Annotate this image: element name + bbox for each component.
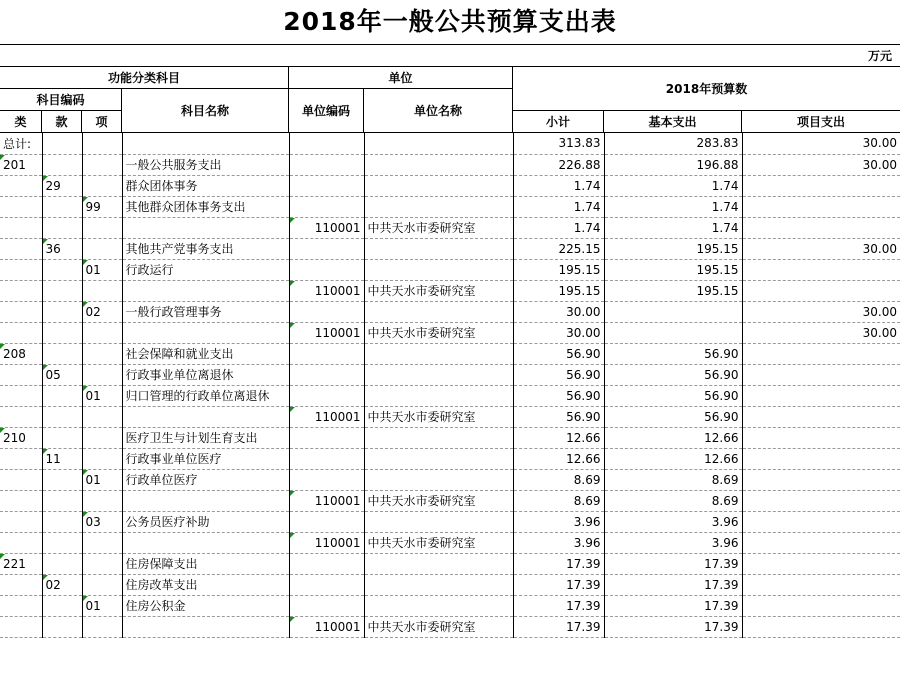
cell-lei[interactable] bbox=[0, 511, 42, 532]
cell-xiang[interactable]: 01 bbox=[82, 385, 122, 406]
cell-subtotal[interactable]: 56.90 bbox=[513, 406, 604, 427]
cell-kuan[interactable] bbox=[42, 427, 82, 448]
cell-subtotal[interactable]: 3.96 bbox=[513, 532, 604, 553]
cell-project[interactable] bbox=[742, 490, 900, 511]
cell-unit-name[interactable]: 中共天水市委研究室 bbox=[364, 322, 513, 343]
cell-project[interactable]: 30.00 bbox=[742, 301, 900, 322]
cell-basic[interactable]: 17.39 bbox=[604, 553, 742, 574]
cell-lei[interactable] bbox=[0, 595, 42, 616]
cell-subject-name[interactable] bbox=[122, 322, 289, 343]
cell-project[interactable] bbox=[742, 595, 900, 616]
cell-unit-name[interactable] bbox=[364, 175, 513, 196]
cell-lei[interactable] bbox=[0, 490, 42, 511]
cell-kuan[interactable] bbox=[42, 133, 82, 154]
cell-lei[interactable] bbox=[0, 280, 42, 301]
cell-project[interactable] bbox=[742, 280, 900, 301]
cell-subtotal[interactable]: 1.74 bbox=[513, 196, 604, 217]
table-row bbox=[0, 238, 900, 259]
cell-subtotal[interactable]: 313.83 bbox=[513, 133, 604, 154]
cell-unit-code[interactable] bbox=[289, 133, 364, 154]
cell-xiang[interactable] bbox=[82, 238, 122, 259]
cell-basic[interactable]: 1.74 bbox=[604, 175, 742, 196]
cell-xiang[interactable] bbox=[82, 490, 122, 511]
cell-subtotal[interactable]: 8.69 bbox=[513, 490, 604, 511]
header-subject-code: 科目编码 bbox=[0, 89, 122, 111]
table-body bbox=[0, 133, 900, 637]
cell-project[interactable] bbox=[742, 385, 900, 406]
cell-subject-name[interactable]: 住房公积金 bbox=[122, 595, 289, 616]
cell-project[interactable] bbox=[742, 511, 900, 532]
cell-subject-name[interactable]: 住房保障支出 bbox=[122, 553, 289, 574]
cell-subject-name[interactable]: 群众团体事务 bbox=[122, 175, 289, 196]
table-row bbox=[0, 280, 900, 301]
cell-unit-name[interactable] bbox=[364, 259, 513, 280]
cell-basic[interactable] bbox=[604, 301, 742, 322]
cell-xiang[interactable] bbox=[82, 574, 122, 595]
cell-subject-name[interactable]: 其他群众团体事务支出 bbox=[122, 196, 289, 217]
cell-unit-name[interactable] bbox=[364, 385, 513, 406]
cell-basic[interactable]: 12.66 bbox=[604, 427, 742, 448]
cell-project[interactable]: 30.00 bbox=[742, 238, 900, 259]
table-row bbox=[0, 448, 900, 469]
cell-lei[interactable]: 201 bbox=[0, 154, 42, 175]
cell-subject-name[interactable]: 一般公共服务支出 bbox=[122, 154, 289, 175]
table-row bbox=[0, 217, 900, 238]
cell-basic[interactable]: 17.39 bbox=[604, 595, 742, 616]
budget-table bbox=[0, 133, 900, 638]
cell-unit-name[interactable] bbox=[364, 238, 513, 259]
cell-lei[interactable] bbox=[0, 364, 42, 385]
header-unit-group: 单位 bbox=[289, 67, 513, 89]
cell-subject-name[interactable] bbox=[122, 490, 289, 511]
table-row bbox=[0, 133, 900, 154]
cell-subtotal[interactable]: 56.90 bbox=[513, 364, 604, 385]
cell-lei[interactable] bbox=[0, 574, 42, 595]
cell-unit-code[interactable] bbox=[289, 238, 364, 259]
header-basic: 基本支出 bbox=[604, 111, 742, 133]
cell-subtotal[interactable]: 17.39 bbox=[513, 595, 604, 616]
cell-basic[interactable]: 1.74 bbox=[604, 217, 742, 238]
cell-xiang[interactable] bbox=[82, 280, 122, 301]
cell-xiang[interactable]: 01 bbox=[82, 469, 122, 490]
cell-unit-name[interactable] bbox=[364, 595, 513, 616]
cell-basic[interactable]: 17.39 bbox=[604, 616, 742, 637]
cell-lei[interactable] bbox=[0, 616, 42, 637]
cell-subject-name[interactable]: 行政事业单位离退休 bbox=[122, 364, 289, 385]
cell-unit-code[interactable]: 110001 bbox=[289, 616, 364, 637]
cell-unit-code[interactable]: 110001 bbox=[289, 490, 364, 511]
cell-basic[interactable] bbox=[604, 322, 742, 343]
cell-xiang[interactable]: 02 bbox=[82, 301, 122, 322]
cell-basic[interactable]: 56.90 bbox=[604, 385, 742, 406]
cell-lei[interactable] bbox=[0, 259, 42, 280]
cell-xiang[interactable] bbox=[82, 406, 122, 427]
cell-unit-code[interactable] bbox=[289, 448, 364, 469]
unit-label: 万元 bbox=[867, 49, 892, 63]
header-xiang: 项 bbox=[82, 111, 122, 133]
page-title: 2018年一般公共预算支出表 bbox=[0, 0, 900, 45]
cell-basic[interactable]: 1.74 bbox=[604, 196, 742, 217]
cell-basic[interactable]: 195.15 bbox=[604, 238, 742, 259]
cell-kuan[interactable]: 29 bbox=[42, 175, 82, 196]
cell-xiang[interactable]: 01 bbox=[82, 595, 122, 616]
cell-unit-name[interactable] bbox=[364, 196, 513, 217]
table-row bbox=[0, 490, 900, 511]
cell-unit-code[interactable] bbox=[289, 301, 364, 322]
cell-unit-code[interactable]: 110001 bbox=[289, 217, 364, 238]
cell-project[interactable]: 30.00 bbox=[742, 322, 900, 343]
cell-unit-code[interactable] bbox=[289, 154, 364, 175]
cell-subject-name[interactable] bbox=[122, 217, 289, 238]
cell-subject-name[interactable]: 住房改革支出 bbox=[122, 574, 289, 595]
cell-subtotal[interactable]: 1.74 bbox=[513, 217, 604, 238]
cell-subject-name[interactable] bbox=[122, 532, 289, 553]
cell-subtotal[interactable]: 225.15 bbox=[513, 238, 604, 259]
table-row bbox=[0, 595, 900, 616]
table-row bbox=[0, 196, 900, 217]
header-kuan: 款 bbox=[42, 111, 82, 133]
cell-unit-name[interactable]: 中共天水市委研究室 bbox=[364, 280, 513, 301]
cell-lei[interactable] bbox=[0, 196, 42, 217]
cell-subject-name[interactable]: 行政事业单位医疗 bbox=[122, 448, 289, 469]
cell-unit-name[interactable] bbox=[364, 154, 513, 175]
cell-unit-code[interactable] bbox=[289, 259, 364, 280]
cell-unit-code[interactable] bbox=[289, 469, 364, 490]
cell-subject-name[interactable] bbox=[122, 133, 289, 154]
cell-basic[interactable]: 283.83 bbox=[604, 133, 742, 154]
cell-unit-name[interactable]: 中共天水市委研究室 bbox=[364, 616, 513, 637]
cell-subtotal[interactable]: 226.88 bbox=[513, 154, 604, 175]
cell-xiang[interactable] bbox=[82, 364, 122, 385]
table-row bbox=[0, 343, 900, 364]
cell-subtotal[interactable]: 56.90 bbox=[513, 343, 604, 364]
table-row bbox=[0, 616, 900, 637]
header-budget-group: 2018年预算数 bbox=[513, 67, 900, 111]
cell-xiang[interactable] bbox=[82, 427, 122, 448]
cell-lei[interactable] bbox=[0, 532, 42, 553]
cell-project[interactable]: 30.00 bbox=[742, 133, 900, 154]
cell-lei[interactable] bbox=[0, 322, 42, 343]
cell-basic[interactable]: 8.69 bbox=[604, 490, 742, 511]
cell-unit-code[interactable]: 110001 bbox=[289, 280, 364, 301]
cell-kuan[interactable] bbox=[42, 154, 82, 175]
cell-project[interactable] bbox=[742, 364, 900, 385]
cell-subject-name[interactable]: 其他共产党事务支出 bbox=[122, 238, 289, 259]
table-row bbox=[0, 574, 900, 595]
cell-subtotal[interactable]: 30.00 bbox=[513, 322, 604, 343]
cell-subtotal[interactable]: 195.15 bbox=[513, 259, 604, 280]
cell-unit-code[interactable] bbox=[289, 175, 364, 196]
cell-kuan[interactable] bbox=[42, 196, 82, 217]
cell-kuan[interactable]: 11 bbox=[42, 448, 82, 469]
cell-kuan[interactable] bbox=[42, 511, 82, 532]
cell-xiang[interactable]: 03 bbox=[82, 511, 122, 532]
cell-subject-name[interactable]: 行政运行 bbox=[122, 259, 289, 280]
table-row bbox=[0, 322, 900, 343]
cell-project[interactable] bbox=[742, 406, 900, 427]
cell-xiang[interactable] bbox=[82, 154, 122, 175]
table-row bbox=[0, 259, 900, 280]
cell-subtotal[interactable]: 17.39 bbox=[513, 574, 604, 595]
table-row bbox=[0, 532, 900, 553]
cell-unit-code[interactable] bbox=[289, 385, 364, 406]
cell-xiang[interactable] bbox=[82, 133, 122, 154]
cell-xiang[interactable] bbox=[82, 532, 122, 553]
cell-unit-name[interactable] bbox=[364, 469, 513, 490]
cell-project[interactable] bbox=[742, 448, 900, 469]
cell-unit-code[interactable]: 110001 bbox=[289, 532, 364, 553]
cell-kuan[interactable] bbox=[42, 469, 82, 490]
cell-unit-name[interactable] bbox=[364, 343, 513, 364]
cell-project[interactable] bbox=[742, 469, 900, 490]
cell-lei[interactable] bbox=[0, 217, 42, 238]
cell-subtotal[interactable]: 12.66 bbox=[513, 427, 604, 448]
cell-kuan[interactable] bbox=[42, 280, 82, 301]
cell-basic[interactable]: 3.96 bbox=[604, 511, 742, 532]
cell-basic[interactable]: 56.90 bbox=[604, 406, 742, 427]
cell-project[interactable] bbox=[742, 196, 900, 217]
cell-unit-name[interactable] bbox=[364, 133, 513, 154]
cell-lei[interactable]: 208 bbox=[0, 343, 42, 364]
cell-kuan[interactable] bbox=[42, 343, 82, 364]
cell-xiang[interactable]: 99 bbox=[82, 196, 122, 217]
cell-basic[interactable]: 195.15 bbox=[604, 259, 742, 280]
table-row bbox=[0, 427, 900, 448]
cell-basic[interactable]: 195.15 bbox=[604, 280, 742, 301]
cell-project[interactable] bbox=[742, 259, 900, 280]
cell-subtotal[interactable]: 3.96 bbox=[513, 511, 604, 532]
table-row bbox=[0, 553, 900, 574]
cell-project[interactable] bbox=[742, 427, 900, 448]
cell-subtotal[interactable]: 30.00 bbox=[513, 301, 604, 322]
cell-project[interactable] bbox=[742, 343, 900, 364]
cell-unit-code[interactable]: 110001 bbox=[289, 406, 364, 427]
cell-subtotal[interactable]: 12.66 bbox=[513, 448, 604, 469]
table-row bbox=[0, 175, 900, 196]
cell-unit-name[interactable] bbox=[364, 427, 513, 448]
cell-unit-code[interactable] bbox=[289, 553, 364, 574]
cell-unit-code[interactable] bbox=[289, 343, 364, 364]
cell-subtotal[interactable]: 1.74 bbox=[513, 175, 604, 196]
cell-lei[interactable]: 总计: bbox=[0, 133, 42, 154]
cell-subtotal[interactable]: 56.90 bbox=[513, 385, 604, 406]
cell-unit-name[interactable]: 中共天水市委研究室 bbox=[364, 406, 513, 427]
cell-project[interactable] bbox=[742, 553, 900, 574]
cell-kuan[interactable] bbox=[42, 595, 82, 616]
cell-subject-name[interactable] bbox=[122, 280, 289, 301]
cell-project[interactable] bbox=[742, 175, 900, 196]
cell-subject-name[interactable]: 医疗卫生与计划生育支出 bbox=[122, 427, 289, 448]
cell-kuan[interactable] bbox=[42, 301, 82, 322]
cell-subtotal[interactable]: 17.39 bbox=[513, 616, 604, 637]
cell-xiang[interactable]: 01 bbox=[82, 259, 122, 280]
cell-project[interactable]: 30.00 bbox=[742, 154, 900, 175]
header-func-group: 功能分类科目 bbox=[0, 67, 289, 89]
cell-lei[interactable]: 210 bbox=[0, 427, 42, 448]
cell-lei[interactable] bbox=[0, 448, 42, 469]
header-subject-name: 科目名称 bbox=[122, 89, 289, 133]
cell-unit-name[interactable]: 中共天水市委研究室 bbox=[364, 532, 513, 553]
cell-kuan[interactable] bbox=[42, 406, 82, 427]
cell-basic[interactable]: 17.39 bbox=[604, 574, 742, 595]
table-row bbox=[0, 469, 900, 490]
cell-unit-code[interactable] bbox=[289, 595, 364, 616]
cell-unit-name[interactable]: 中共天水市委研究室 bbox=[364, 217, 513, 238]
cell-subtotal[interactable]: 195.15 bbox=[513, 280, 604, 301]
cell-unit-name[interactable] bbox=[364, 448, 513, 469]
header-project: 项目支出 bbox=[742, 111, 900, 133]
cell-lei[interactable]: 221 bbox=[0, 553, 42, 574]
cell-unit-name[interactable]: 中共天水市委研究室 bbox=[364, 490, 513, 511]
table-row bbox=[0, 364, 900, 385]
cell-basic[interactable]: 8.69 bbox=[604, 469, 742, 490]
cell-kuan[interactable] bbox=[42, 217, 82, 238]
cell-kuan[interactable] bbox=[42, 553, 82, 574]
cell-kuan[interactable]: 02 bbox=[42, 574, 82, 595]
cell-kuan[interactable] bbox=[42, 259, 82, 280]
cell-unit-code[interactable] bbox=[289, 196, 364, 217]
cell-kuan[interactable]: 36 bbox=[42, 238, 82, 259]
cell-xiang[interactable] bbox=[82, 322, 122, 343]
cell-kuan[interactable] bbox=[42, 385, 82, 406]
cell-subject-name[interactable]: 公务员医疗补助 bbox=[122, 511, 289, 532]
cell-unit-code[interactable] bbox=[289, 511, 364, 532]
cell-subject-name[interactable]: 归口管理的行政单位离退休 bbox=[122, 385, 289, 406]
cell-xiang[interactable] bbox=[82, 616, 122, 637]
cell-unit-code[interactable] bbox=[289, 364, 364, 385]
cell-lei[interactable] bbox=[0, 175, 42, 196]
table-row bbox=[0, 301, 900, 322]
cell-lei[interactable] bbox=[0, 385, 42, 406]
cell-xiang[interactable] bbox=[82, 343, 122, 364]
header-unit-code: 单位编码 bbox=[289, 89, 364, 133]
cell-basic[interactable]: 56.90 bbox=[604, 343, 742, 364]
cell-basic[interactable]: 196.88 bbox=[604, 154, 742, 175]
cell-kuan[interactable] bbox=[42, 616, 82, 637]
cell-unit-name[interactable] bbox=[364, 364, 513, 385]
cell-project[interactable] bbox=[742, 532, 900, 553]
cell-subtotal[interactable]: 8.69 bbox=[513, 469, 604, 490]
cell-subject-name[interactable]: 社会保障和就业支出 bbox=[122, 343, 289, 364]
cell-basic[interactable]: 12.66 bbox=[604, 448, 742, 469]
table-row bbox=[0, 385, 900, 406]
cell-xiang[interactable] bbox=[82, 175, 122, 196]
cell-lei[interactable] bbox=[0, 469, 42, 490]
cell-unit-code[interactable] bbox=[289, 574, 364, 595]
cell-project[interactable] bbox=[742, 616, 900, 637]
header-subtotal: 小计 bbox=[513, 111, 604, 133]
cell-subtotal[interactable]: 17.39 bbox=[513, 553, 604, 574]
cell-basic[interactable]: 3.96 bbox=[604, 532, 742, 553]
cell-kuan[interactable] bbox=[42, 490, 82, 511]
cell-lei[interactable] bbox=[0, 238, 42, 259]
cell-unit-name[interactable] bbox=[364, 553, 513, 574]
cell-project[interactable] bbox=[742, 574, 900, 595]
table-row bbox=[0, 511, 900, 532]
header-lei: 类 bbox=[0, 111, 42, 133]
table-row bbox=[0, 154, 900, 175]
cell-subject-name[interactable]: 行政单位医疗 bbox=[122, 469, 289, 490]
cell-unit-code[interactable] bbox=[289, 427, 364, 448]
cell-xiang[interactable] bbox=[82, 553, 122, 574]
cell-kuan[interactable] bbox=[42, 532, 82, 553]
header-unit-name: 单位名称 bbox=[364, 89, 513, 133]
cell-kuan[interactable]: 05 bbox=[42, 364, 82, 385]
cell-unit-code[interactable]: 110001 bbox=[289, 322, 364, 343]
table-row bbox=[0, 406, 900, 427]
cell-xiang[interactable] bbox=[82, 217, 122, 238]
cell-subject-name[interactable] bbox=[122, 616, 289, 637]
cell-subject-name[interactable]: 一般行政管理事务 bbox=[122, 301, 289, 322]
cell-xiang[interactable] bbox=[82, 448, 122, 469]
cell-kuan[interactable] bbox=[42, 322, 82, 343]
cell-lei[interactable] bbox=[0, 301, 42, 322]
cell-unit-name[interactable] bbox=[364, 511, 513, 532]
cell-unit-name[interactable] bbox=[364, 301, 513, 322]
cell-lei[interactable] bbox=[0, 406, 42, 427]
cell-unit-name[interactable] bbox=[364, 574, 513, 595]
cell-basic[interactable]: 56.90 bbox=[604, 364, 742, 385]
cell-project[interactable] bbox=[742, 217, 900, 238]
cell-subject-name[interactable] bbox=[122, 406, 289, 427]
